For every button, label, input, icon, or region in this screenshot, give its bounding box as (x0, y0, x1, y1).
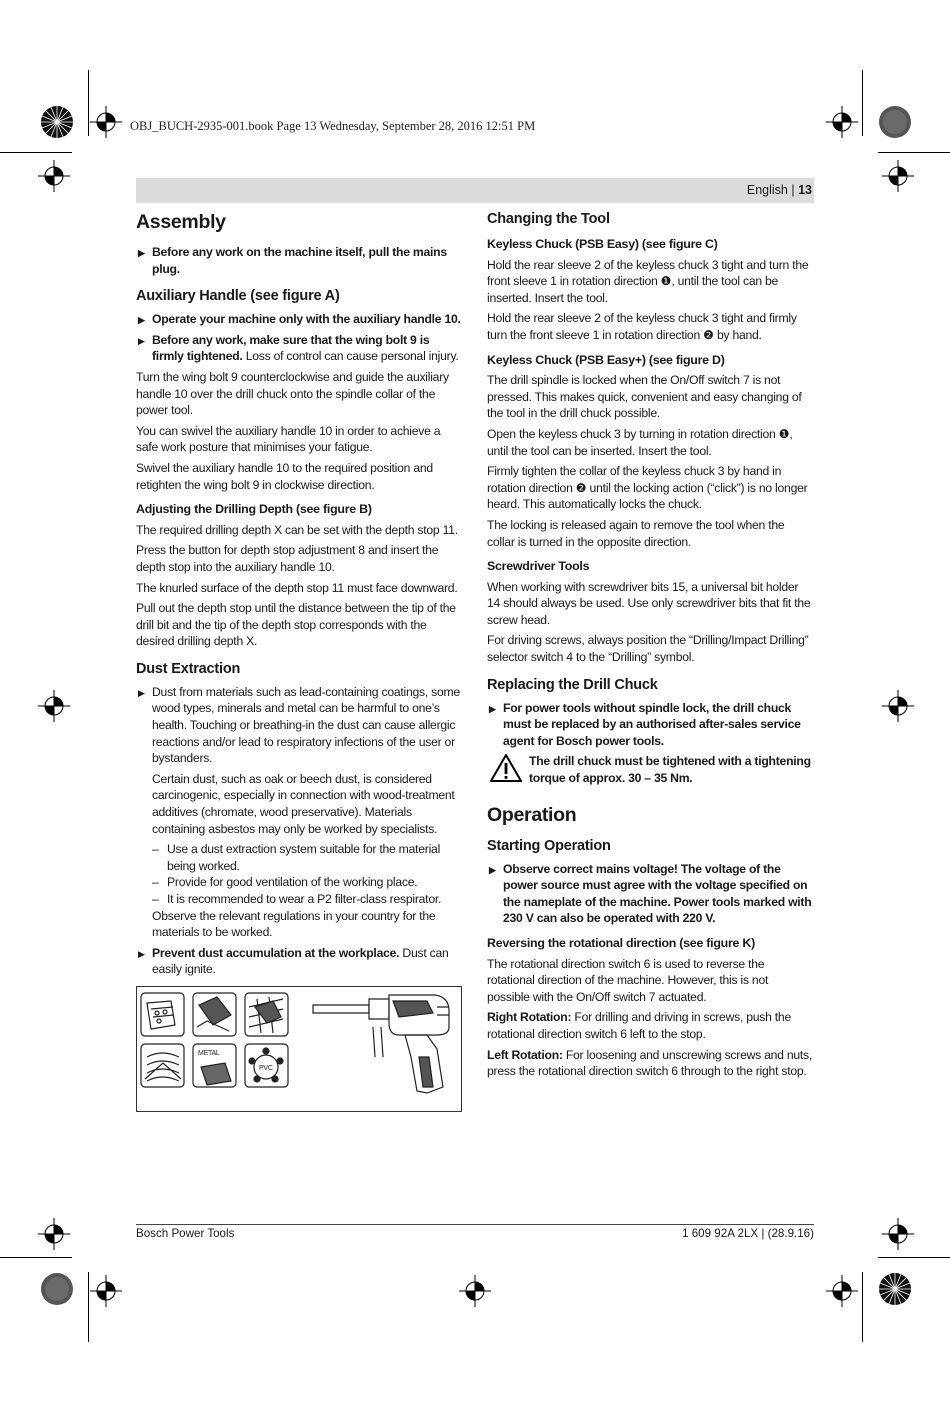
footer-brand: Bosch Power Tools (136, 1227, 235, 1240)
paragraph: The required drilling depth X can be set with the depth stop 11. (136, 522, 458, 537)
paragraph (487, 1009, 813, 1042)
subsection-title: Dust Extraction (136, 660, 241, 677)
bullet-text: For power tools without spindle lock, the drill chuck must be replaced by an authorised after-sales service agent for Bosch power tools. (503, 700, 801, 748)
paragraph-text: For loosening and unscrewing screws and nuts, press the rotational direction switch 6 through to the right stop. (487, 1047, 813, 1079)
materials-figure (136, 986, 462, 1112)
crosshair-mark-icon (38, 690, 70, 722)
bullet-triangle-icon: ▶ (138, 335, 145, 346)
crosshair-mark-icon (90, 106, 122, 138)
figure-label-pvc: PVC (259, 1064, 273, 1072)
crosshair-mark-icon (826, 106, 858, 138)
warning-note (487, 753, 813, 786)
figure-label-metal: METAL (198, 1049, 220, 1057)
right-column (487, 208, 813, 1084)
paragraph: For driving screws, always position the “Drilling/Impact Drilling” selector switch 4 to the “Drilling” symbol. (487, 633, 809, 665)
print-slug-line: OBJ_BUCH-2935-001.book Page 13 Wednesday, September 28, 2016 12:51 PM (130, 119, 536, 133)
paragraph-text: For drilling and driving in screws, push the rotational direction switch 6 left to the stop. (487, 1010, 791, 1041)
subsection-title: Replacing the Drill Chuck (487, 676, 658, 693)
dash-item: – It is recommended to wear a P2 filter-class respirator. (152, 892, 442, 906)
crop-mark (88, 1272, 89, 1342)
subsection-title: Starting Operation (487, 837, 611, 854)
paragraph: Firmly tighten the collar of the keyless chuck 3 by hand in rotation direction ❷ until the locking action (“click”) is no longer heard. This automatically locks the chuck. (487, 464, 808, 512)
paragraph: Observe the relevant regulations in your country for the materials to be worked. (152, 908, 436, 940)
crop-mark (0, 1257, 72, 1258)
bullet-triangle-icon: ▶ (138, 248, 145, 258)
page-number: 13 (798, 183, 812, 197)
paragraph: Hold the rear sleeve 2 of the keyless chuck 3 tight and firmly turn the front sleeve 1 in rotation direction ❷ by hand. (487, 311, 797, 342)
registration-gray-circle-icon (878, 105, 912, 139)
crop-mark (878, 152, 950, 153)
paragraph: Turn the wing bolt 9 counterclockwise and guide the auxiliary handle 10 over the drill chuck onto the spindle collar of the power tool. (136, 369, 449, 418)
bullet-text: Loss of control can cause personal injury. (242, 349, 459, 364)
crosshair-mark-icon (459, 1275, 491, 1307)
footer-rule (136, 1224, 814, 1225)
dash-item: – Provide for good ventilation of the working place. (152, 875, 418, 890)
bullet-text: Observe correct mains voltage! The voltage of the power source must agree with the voltage specified on the nameplate of the machine. Power tools marked with 230 V can also be operated with 220 V. (503, 861, 812, 926)
warning-bullet (136, 244, 462, 277)
dash-text: Use a dust extraction system suitable for the material being worked. (167, 842, 441, 873)
section-title-assembly: Assembly (136, 211, 226, 233)
header-bar (136, 178, 814, 203)
bullet-triangle-icon: ▶ (489, 703, 496, 714)
paragraph: The locking is released again to remove the tool when the collar is turned in the opposite direction. (487, 517, 785, 549)
paragraph: The drill spindle is locked when the On/Off switch 7 is not pressed. This makes quick, convenient and easy changing of the tool in the drill chuck possible. (487, 373, 802, 421)
subsection-title: Changing the Tool (487, 211, 610, 227)
warning-bullet (136, 311, 462, 328)
crop-mark (862, 70, 863, 136)
bullet-triangle-icon: ▶ (138, 687, 145, 698)
registration-target-icon (878, 1272, 912, 1306)
bullet-text: Operate your machine only with the auxiliary handle 10. (152, 312, 461, 327)
bullet-triangle-icon: ▶ (138, 315, 145, 326)
paragraph (487, 1047, 813, 1080)
header-language: English (746, 183, 788, 197)
sub-subsection-title: Keyless Chuck (PSB Easy+) (see figure D) (487, 352, 725, 367)
left-column (136, 208, 462, 1112)
bullet-text-bold: Before any work, make sure that the wing bolt 9 is firmly tightened. (152, 332, 430, 364)
paragraph: Open the keyless chuck 3 by turning in rotation direction ❶, until the tool can be inserted. Insert the tool. (487, 426, 793, 458)
paragraph: Hold the rear sleeve 2 of the keyless chuck 3 tight and turn the front sleeve 1 in rotation direction ❶, until the tool can be inserted. Insert the tool. (487, 257, 809, 305)
running-header (747, 183, 812, 197)
bullet-text: Before any work on the machine itself, pull the mains plug. (152, 245, 447, 276)
paragraph: Swivel the auxiliary handle 10 to the required position and retighten the wing bolt 9 in clockwise direction. (136, 460, 433, 492)
footer-doc-number: 1 609 92A 2LX | (28.9.16) (682, 1227, 814, 1240)
bullet-text-bold: Prevent dust accumulation at the workplace. (152, 945, 400, 960)
paragraph: The knurled surface of the depth stop 11 must face downward. (136, 580, 458, 595)
paragraph: Certain dust, such as oak or beech dust, is considered carcinogenic, especially in connection with wood-treatment additives (chromate, wood preservative). Materials containing asbestos may only be worked by specialists. (152, 771, 455, 836)
dash-text: Provide for good ventilation of the working place. (167, 875, 418, 890)
crosshair-mark-icon (90, 1275, 122, 1307)
dash-item: – Use a dust extraction system suitable for the material being worked. (152, 842, 441, 873)
warning-bullet (487, 700, 813, 750)
paragraph: When working with screwdriver bits 15, a universal bit holder 14 should always be used. Use only screwdriver bits that fit the screw head. (487, 579, 811, 627)
crosshair-mark-icon (38, 1218, 70, 1250)
bullet-text: Dust from materials such as lead-containing coatings, some wood types, minerals and metal can be harmful to one’s health. Touching or breathing-in the dust can cause allergic reactions and/or lead to respiratory infections of the user or bystanders. (152, 684, 460, 766)
sub-subsection-title: Reversing the rotational direction (see figure K) (487, 936, 755, 950)
subsection-title: Auxiliary Handle (see figure A) (136, 288, 340, 305)
sub-subsection-title: Adjusting the Drilling Depth (see figure B) (136, 502, 372, 517)
crop-mark (878, 1257, 950, 1258)
inline-label: Left Rotation: (487, 1047, 563, 1062)
crosshair-mark-icon (882, 160, 914, 192)
crosshair-mark-icon (826, 1275, 858, 1307)
warning-bullet (487, 861, 813, 927)
warning-triangle-icon (489, 753, 523, 783)
crop-mark (0, 152, 72, 153)
dash-text: It is recommended to wear a P2 filter-class respirator. (167, 892, 442, 906)
paragraph: The rotational direction switch 6 is used to reverse the rotational direction of the machine. However, this is not possible with the On/Off switch 7 actuated. (487, 956, 769, 1004)
sub-subsection-title: Screwdriver Tools (487, 559, 590, 574)
materials-drill-illustration (137, 987, 463, 1111)
bullet-triangle-icon: ▶ (489, 864, 496, 875)
section-title-operation: Operation (487, 803, 577, 826)
warning-bullet (136, 684, 462, 767)
crop-mark (88, 70, 89, 136)
warning-bullet (136, 945, 462, 978)
crosshair-mark-icon (38, 160, 70, 192)
crosshair-mark-icon (882, 1218, 914, 1250)
warning-bullet (136, 332, 462, 365)
sub-subsection-title: Keyless Chuck (PSB Easy) (see figure C) (487, 237, 718, 251)
crop-mark (862, 1272, 863, 1342)
warning-text: The drill chuck must be tightened with a tightening torque of approx. 30 – 35 Nm. (529, 754, 811, 786)
inline-label: Right Rotation: (487, 1010, 572, 1025)
registration-gray-circle-icon (40, 1272, 74, 1306)
paragraph: Press the button for depth stop adjustment 8 and insert the depth stop into the auxiliary handle 10. (136, 543, 439, 574)
paragraph: Pull out the depth stop until the distance between the tip of the drill bit and the tip of the depth stop corresponds with the desired drilling depth X. (136, 601, 456, 649)
header-separator: | (787, 183, 799, 197)
bullet-text: Dust can easily ignite. (152, 945, 449, 977)
paragraph: You can swivel the auxiliary handle 10 in order to achieve a safe work posture that minimises your fatigue. (136, 423, 441, 455)
registration-target-icon (40, 105, 74, 139)
crosshair-mark-icon (882, 690, 914, 722)
bullet-triangle-icon: ▶ (138, 948, 145, 959)
